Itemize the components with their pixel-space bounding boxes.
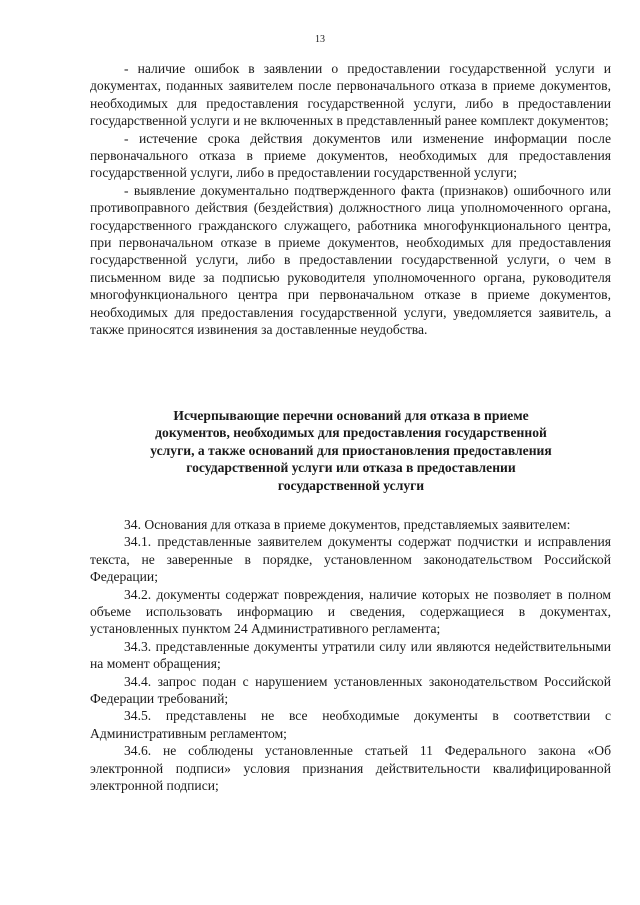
paragraph: - истечение срока действия документов или изменение информации после первоначального отказа в приеме документов, необходимых для предоставления государственной услуги, либо в предоставлении государственной услуги; — [90, 130, 611, 181]
heading-line: государственной услуги — [277, 477, 425, 493]
heading-line: услуги, а также оснований для приостановления предоставления — [150, 442, 552, 458]
section-heading — [118, 407, 584, 494]
paragraph-34-1: 34.1. представленные заявителем документы содержат подчистки и исправления текста, не заверенные в порядке, установленном законодательством Российской Федерации; — [90, 534, 611, 585]
page-number: 13 — [315, 34, 325, 45]
paragraph-34-3: 34.3. представленные документы утратили силу или являются недействительными на момент обращения; — [90, 638, 611, 672]
refusal-grounds-list — [90, 516, 611, 795]
paragraph: - наличие ошибок в заявлении о предоставлении государственной услуги и документах, поданных заявителем после первоначального отказа в приеме документов, необходимых для предоставления государственной услуги, либо в предоставлении государственной услуги и не включенных в представленный ранее комплект документов; — [90, 61, 611, 129]
heading-line: Исчерпывающие перечни оснований для отказа в приеме — [173, 408, 529, 423]
heading-line: государственной услуги или отказа в предоставлении — [186, 460, 516, 476]
paragraph-34-4: 34.4. запрос подан с нарушением установленных законодательством Российской Федерации требований; — [90, 673, 611, 707]
grounds-list-continued — [90, 60, 611, 339]
paragraph-34: 34. Основания для отказа в приеме документов, представляемых заявителем: — [124, 517, 571, 532]
heading-line: документов, необходимых для предоставления государственной — [155, 425, 547, 441]
paragraph-34-6: 34.6. не соблюдены установленные статьей 11 Федерального закона «Об электронной подписи» условия признания действительности квалифицированной электронной подписи; — [90, 743, 611, 794]
paragraph-34-2: 34.2. документы содержат повреждения, наличие которых не позволяет в полном объеме использовать информацию и сведения, содержащиеся в документах, установленных пунктом 24 Административного регламента; — [90, 586, 611, 637]
paragraph-34-5: 34.5. представлены не все необходимые документы в соответствии с Административным регламентом; — [90, 708, 611, 741]
paragraph: - выявление документально подтвержденного факта (признаков) ошибочного или противоправного действия (бездействия) должностного лица уполномоченного органа, государственного гражданского служащего, работника многофункционального центра, при первоначальном отказе в приеме документов, необходимых для предоставления государственной услуги, либо в предоставлении государственной услуги, о чем в письменном виде за подписью руководителя уполномоченного органа, руководителя многофункционального центра при первоначальном отказе в приеме документов, необходимых для предоставления государственной услуги, уведомляется заявитель, а также приносятся извинения за доставленные неудобства. — [90, 182, 611, 338]
